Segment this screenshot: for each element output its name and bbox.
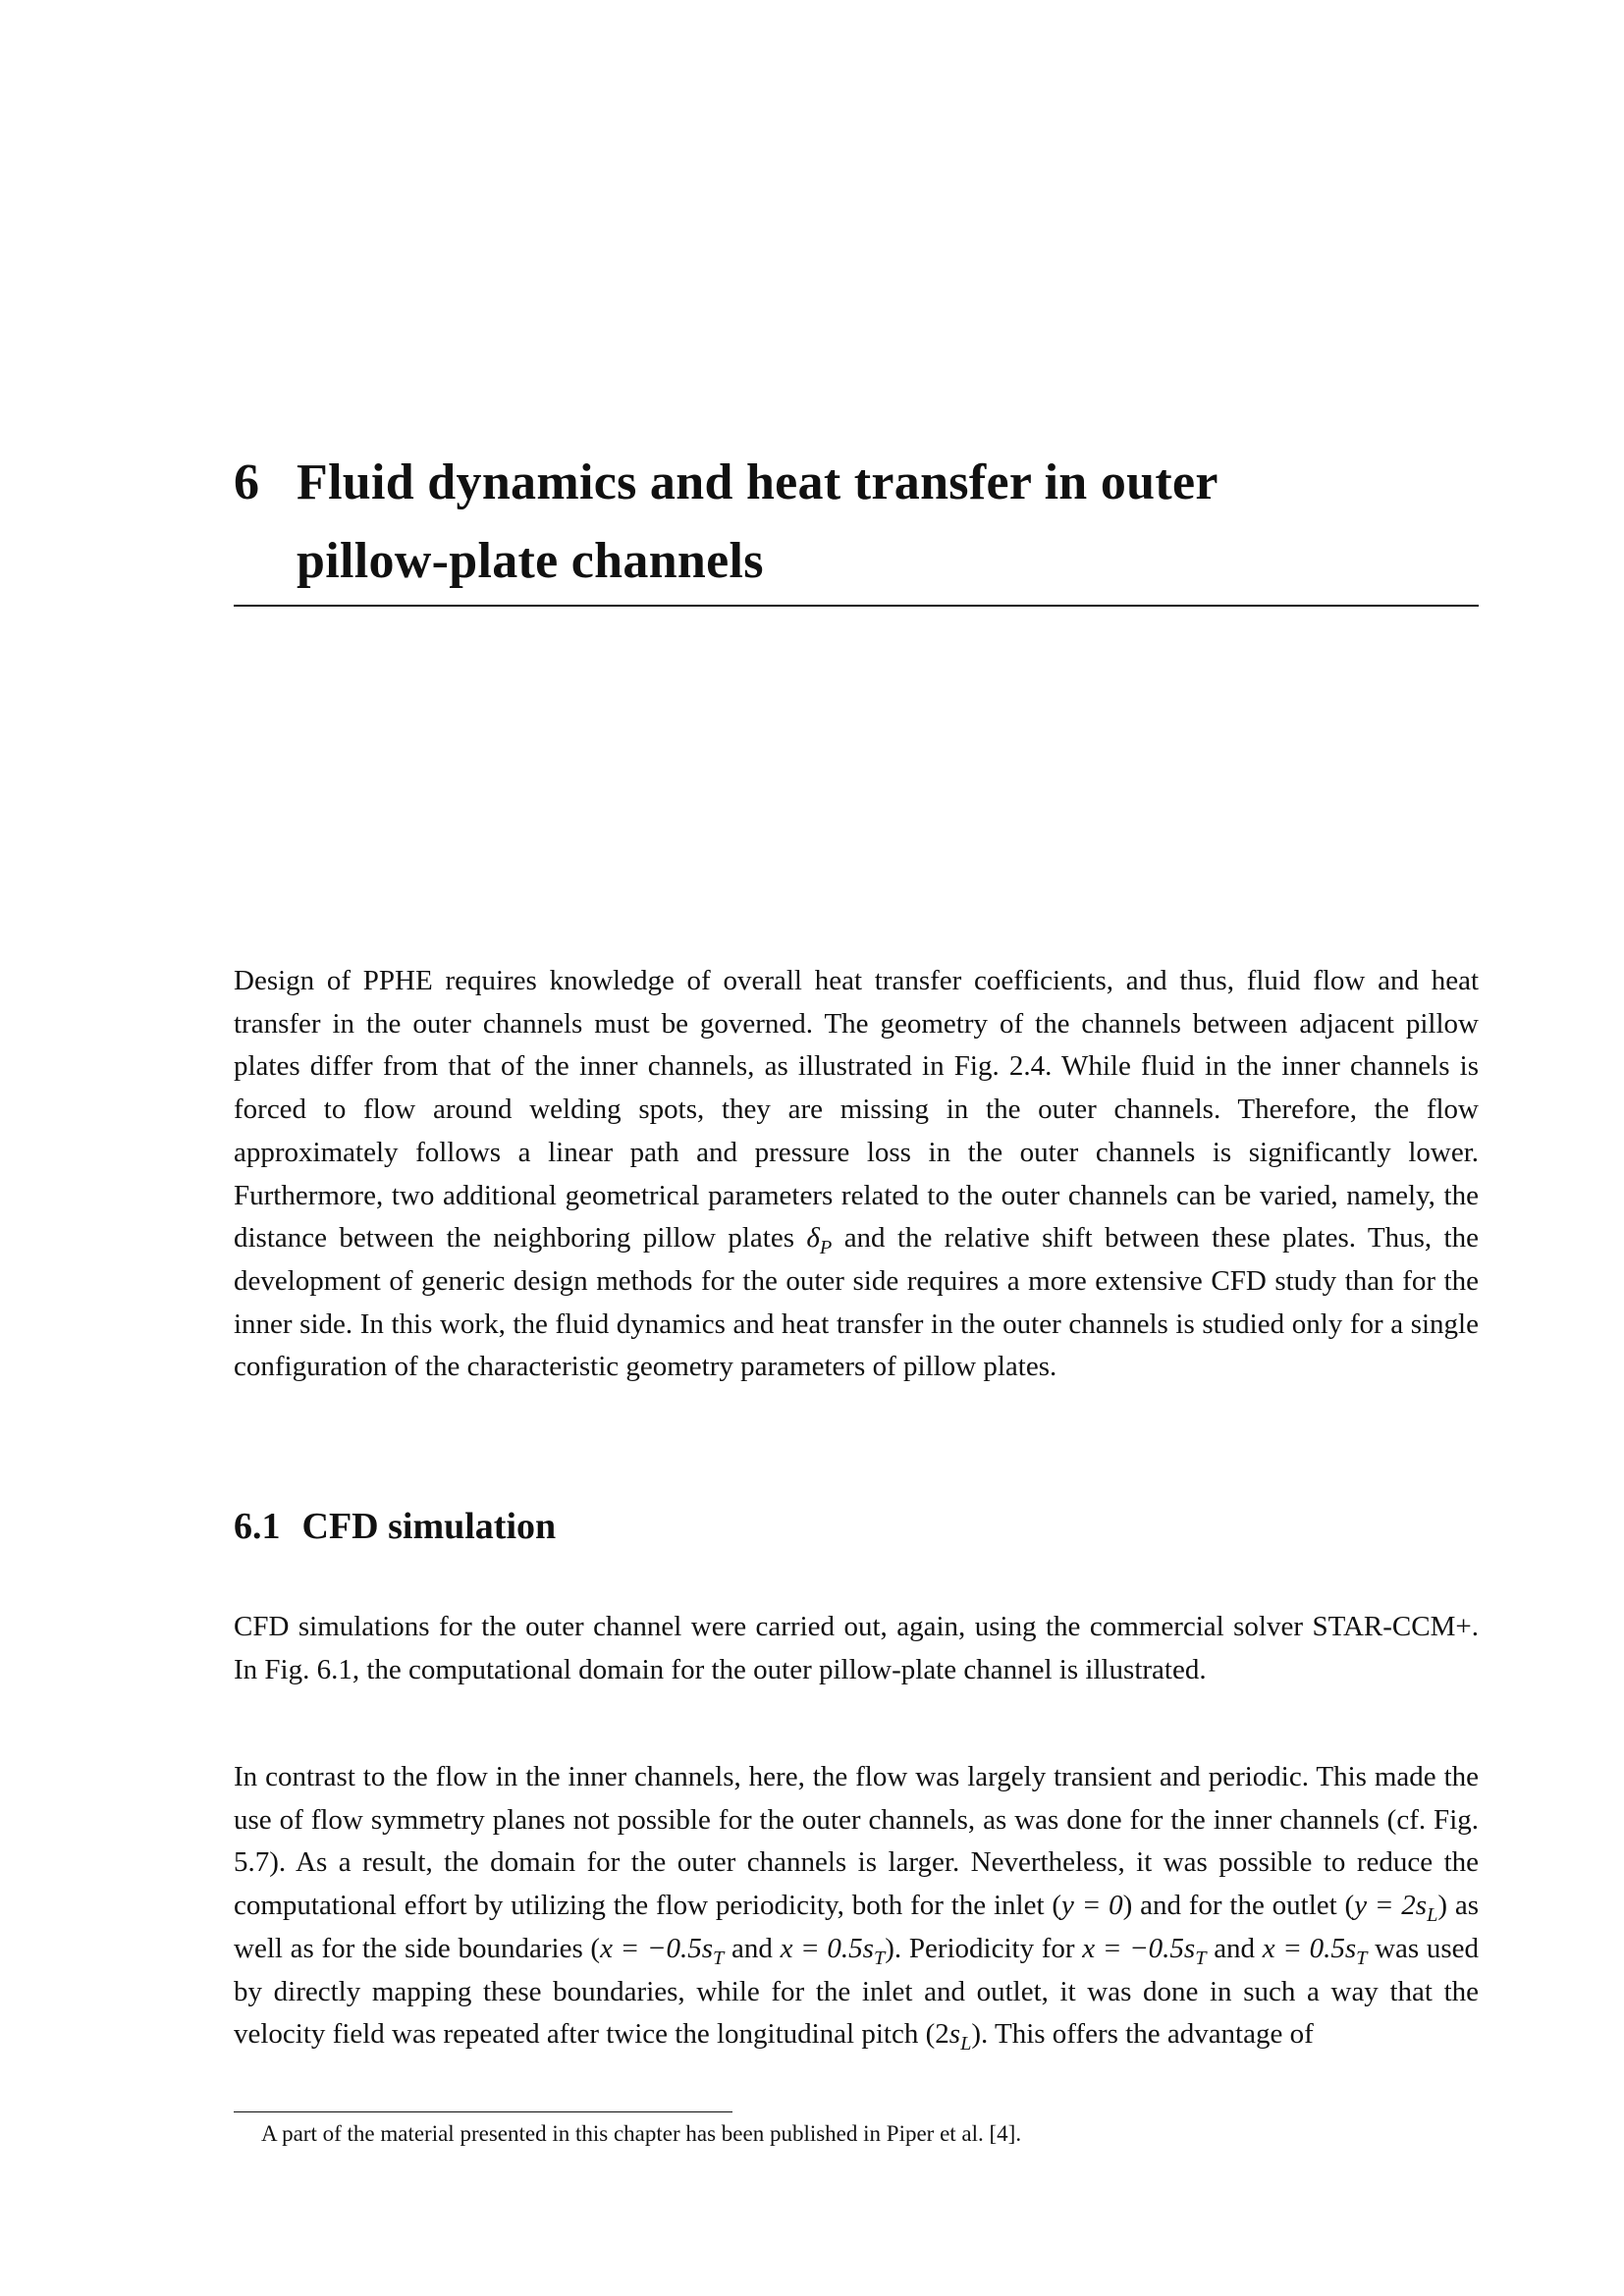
- section-number: 6.1: [234, 1506, 281, 1547]
- chapter-title-line-1: Fluid dynamics and heat transfer in outer: [297, 454, 1218, 510]
- math-pitch: $s_L$: [948, 2018, 972, 2056]
- intro-text-after: and the relative shift between these plates. Thus, the development of generic design methods for the outer side requires a more extensive CFD study than for the inner side. In this work, the fluid dynamics and heat transfer in the outer channels is studied only for a single configuration of the characteristic geometry parameters of pillow plates.: [234, 1222, 1479, 1383]
- intro-paragraph: [234, 960, 1479, 1389]
- footnote-rule: [234, 2111, 732, 2112]
- chapter-rule: [234, 605, 1479, 607]
- section-title: CFD simulation: [301, 1506, 557, 1547]
- intro-text: Design of PPHE requires knowledge of overall heat transfer coefficients, and thus, fluid flow and heat transfer in the outer channels must be governed. The geometry of the channels between adjacent pillow plates differ from that of the inner channels, as illustrated in Fig. 2.4. While fluid in the inner channels is forced to flow around welding spots, they are missing in the outer channels. Therefore, the flow approximately follows a linear path and pressure loss in the outer channels is significantly lower. Furthermore, two additional geometrical parameters related to the outer channels can be varied, namely, the distance between the neighboring pillow plates: [234, 965, 1479, 1255]
- chapter-number: 6: [234, 454, 260, 510]
- math-periodic-1: $x = -0.5s_T$: [1082, 1932, 1207, 1969]
- math-side-1: $x = -0.5s_T$: [600, 1932, 725, 1969]
- page: [234, 0, 1479, 2296]
- section-heading: [234, 1502, 556, 1551]
- footnote: A part of the material presented in this chapter has been published in Piper et al. [4].: [261, 2121, 1022, 2146]
- chapter-title-line-2: pillow-plate channels: [297, 533, 764, 589]
- delta-symbol: $\delta_P$: [806, 1222, 833, 1259]
- math-outlet: $y = 2s_L$: [1354, 1890, 1438, 1926]
- math-periodic-2: $x = 0.5s_T$: [1262, 1932, 1368, 1969]
- section-paragraph-2: In contrast to the flow in the inner channels, here, the flow was largely transient and periodic. This made the use of flow symmetry planes not possible for the outer channels, as was done for the inner channels (cf. Fig. 5.7). As a result, the domain for the outer channels is larger. Nevertheless, it was possible to reduce the computational effort by utilizing the flow periodicity, both for the inlet (y = 0) and for the outlet $(y = 2s_L)$ as well as for the side boundaries ($x = -0.5s_T$ and $x = 0.5s_T$). Periodicity for $x = -0.5s_T$ and $x = 0.5s_T$ was used by directly mapping these boundaries, while for the inlet and outlet, it was done in such a way that the velocity field was repeated after twice the longitudinal pitch $(2s_L)$. This offers the advantage of: [234, 1761, 1480, 2056]
- math-side-2: $x = 0.5s_T$: [780, 1932, 886, 1969]
- chapter-heading: [234, 444, 1479, 601]
- section-paragraph-1: CFD simulations for the outer channel were carried out, again, using the commercial solver STAR-CCM+. In Fig. 6.1, the computational domain for the outer pillow-plate channel is illustrated.: [234, 1611, 1479, 1685]
- math-inlet: y = 0: [1061, 1890, 1123, 1922]
